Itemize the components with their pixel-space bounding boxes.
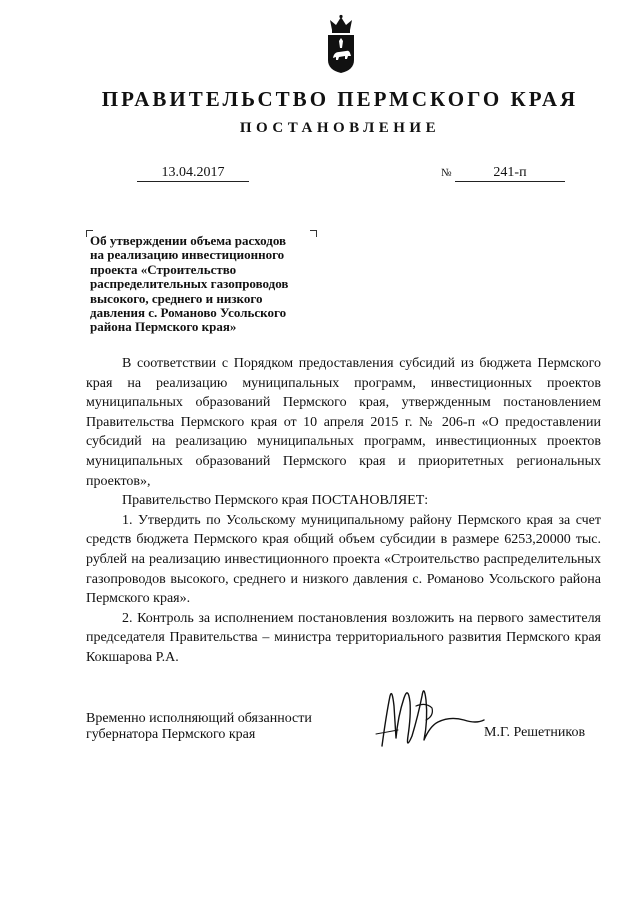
document-number: 241-п [455,164,565,182]
number-sign: № [441,167,452,179]
subject-line: распределительных газопроводов [90,276,289,292]
body-paragraph-preamble: В соответствии с Порядком предоставления субсидий из бюджета Пермского края на реализацию муниципальных программ, инвестиционных проектов муниципальных образований Пермского края, утвержденным постановлением Правительства Пермского края от 10 апреля 2015 г. № 206-п «О предоставлении субсидий на реализацию муниципальных программ, инвестиционных проектов муниципальных образований Пермского края и приоритетных региональных проектов», [86,356,601,489]
handwritten-signature-icon [368,676,488,756]
document-type: ПОСТАНОВЛЕНИЕ [239,120,441,136]
subject-line: высокого, среднего и низкого [90,290,263,306]
subject-line: на реализацию инвестиционного [90,247,285,263]
government-title: ПРАВИТЕЛЬСТВО ПЕРМСКОГО КРАЯ [101,87,579,111]
signer-title-line: губернатора Пермского края [86,727,256,742]
signer-title-line: Временно исполняющий обязанности [86,711,312,726]
subject-line: района Пермского края» [90,319,237,335]
document-subject [90,234,335,335]
subject-line: Об утверждении объема расходов [90,233,287,248]
signer-title [86,711,356,743]
subject-line: давления с. Романово Усольского [90,305,287,321]
document-date: 13.04.2017 [137,164,249,182]
subject-line: проекта «Строительство [90,261,237,277]
body-paragraph-item-1: 1. Утвердить по Усольскому муниципальному району Пермского края за счет средств бюджета Пермского края общий объем субсидии в размере 6253,20000 тыс. рублей на реализацию инвестиционного проекта «Строительство распределительных газопроводов высокого, среднего и низкого давления с. Романово Усольского района Пермского края». [86,512,601,607]
body-paragraph-resolves: Правительство Пермского края ПОСТАНОВЛЯЕТ: [122,493,429,509]
coat-of-arms-icon [326,14,356,74]
document-body [86,354,601,668]
signer-name: М.Г. Решетников [484,725,586,740]
body-paragraph-item-2: 2. Контроль за исполнением постановления возложить на первого заместителя председателя Правительства – министра территориального развития Пермского края Кокшарова Р.А. [86,610,601,665]
